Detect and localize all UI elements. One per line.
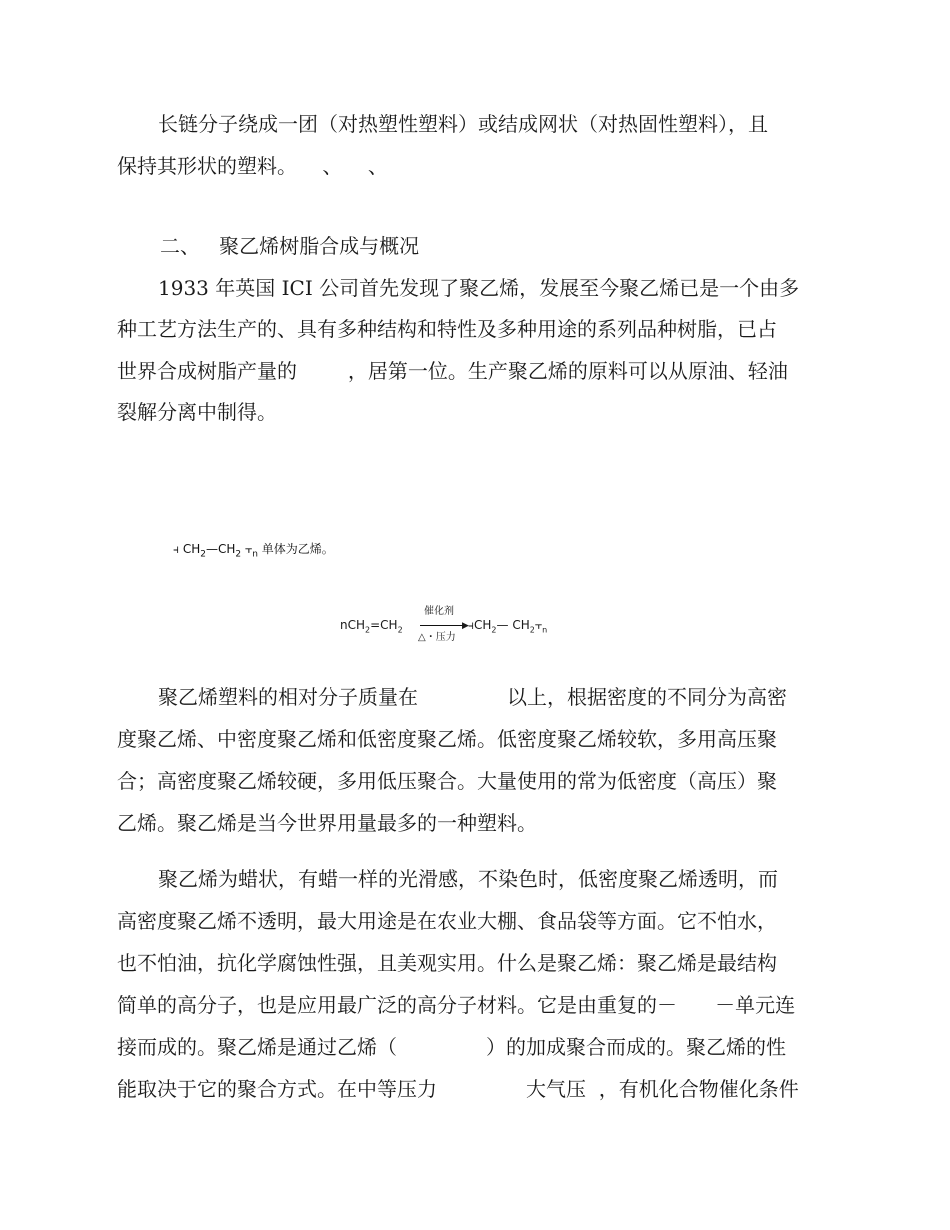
formula-subscript: 2 <box>200 549 206 560</box>
reaction-product <box>468 618 547 634</box>
text-line: 裂解分离中制得。 <box>117 400 277 424</box>
text-line: 能取决于它的聚合方式。在中等压力 大气压 ，有机化合物催化条件 <box>117 1077 799 1101</box>
arrow-line <box>420 625 466 626</box>
text-line: 长链分子绕成一团（对热塑性塑料）或结成网状（对热固性塑料），且 <box>158 112 768 136</box>
text-line: 简单的高分子，也是应用最广泛的高分子材料。它是由重复的－ －单元连 <box>117 993 796 1017</box>
formula-subscript: 2 <box>235 549 242 560</box>
text-line: 也不怕油，抗化学腐蚀性强，且美观实用。什么是聚乙烯：聚乙烯是最结构 <box>117 951 777 975</box>
formula-ch: CH <box>217 542 236 556</box>
text-line: 1933 年英国 ICI 公司首先发现了聚乙烯，发展至今聚乙烯已是一个由多 <box>158 276 800 300</box>
product-text: — CH <box>496 618 530 632</box>
formula-ch: CH <box>182 542 201 556</box>
text-line: 聚乙烯塑料的相对分子质量在 以上，根据密度的不同分为高密 <box>158 685 788 709</box>
text-line: 接而成的。聚乙烯是通过乙烯（ ）的加成聚合而成的。聚乙烯的性 <box>117 1035 787 1059</box>
formula-bond: — <box>205 542 218 556</box>
text-line: 乙烯。聚乙烯是当今世界用量最多的一种塑料。 <box>117 811 537 835</box>
text-line: 度聚乙烯、中密度聚乙烯和低密度聚乙烯。低密度聚乙烯较软，多用高压聚 <box>117 727 777 751</box>
reactant-text: nCH <box>340 618 366 632</box>
polyethylene-formula <box>173 540 334 559</box>
product-text: ⫞CH <box>468 618 492 632</box>
reactant-text: =CH <box>370 618 398 632</box>
conditions-label: △・压力 <box>418 632 456 643</box>
text-line: 世界合成树脂产量的 ，居第一位。生产聚乙烯的原料可以从原油、轻油 <box>117 359 788 383</box>
text-line: 保持其形状的塑料。 、 、 <box>117 154 388 178</box>
reactant-subscript: 2 <box>365 625 371 635</box>
polymerization-equation <box>340 602 640 642</box>
text-line: 种工艺方法生产的、具有多种结构和特性及多种用途的系列品种树脂，已占 <box>117 317 777 341</box>
text-line: 高密度聚乙烯不透明，最大用途是在农业大棚、食品袋等方面。它不怕水， <box>117 909 777 933</box>
text-line: 合；高密度聚乙烯较硬，多用低压聚合。大量使用的常为低密度（高压）聚 <box>117 769 777 793</box>
formula-n: n <box>252 549 258 560</box>
formula-bracket-close: ⫟ <box>244 542 253 556</box>
reactant-subscript: 2 <box>397 625 403 635</box>
product-subscript: 2 <box>491 625 497 635</box>
arrow-head-icon: ▶ <box>462 621 469 631</box>
catalyst-label: 催化剂 <box>424 606 454 617</box>
section-heading: 二、 聚乙烯树脂合成与概况 <box>160 234 420 258</box>
reaction-reactant <box>340 618 403 634</box>
formula-bracket-open: ⫞ <box>173 542 180 556</box>
text-line: 聚乙烯为蜡状，有蜡一样的光滑感，不染色时，低密度聚乙烯透明，而 <box>158 867 778 891</box>
product-subscript: n <box>542 625 548 635</box>
product-text: ⫟ <box>534 618 543 632</box>
product-subscript: 2 <box>529 625 535 635</box>
formula-caption: 单体为乙烯。 <box>261 542 334 556</box>
reaction-arrow <box>418 602 468 642</box>
